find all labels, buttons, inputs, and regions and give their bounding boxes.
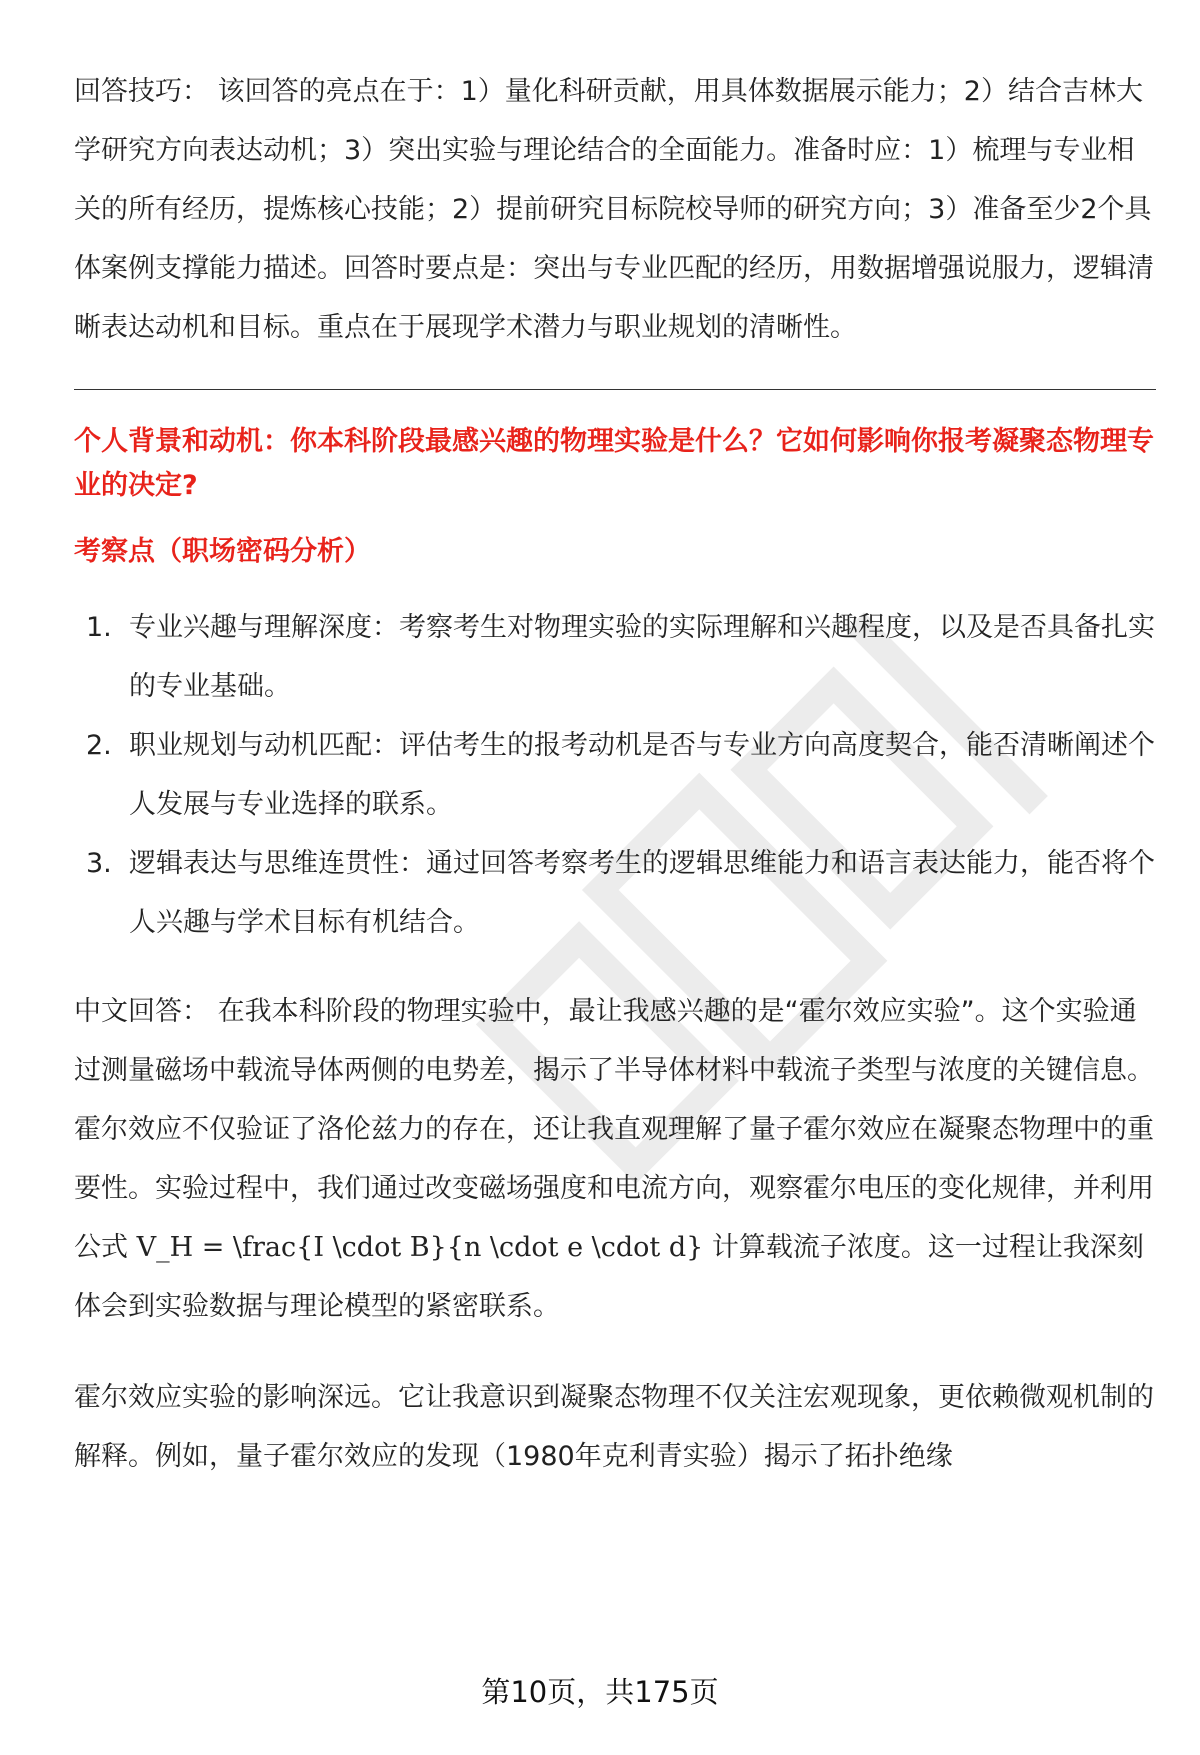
tips-text: 该回答的亮点在于：1）量化科研贡献，用具体数据展示能力；2）结合吉林大学研究方向表达动机；3）突出实验与理论结合的全面能力。准备时应：1）梳理与专业相关的所有经历，提炼核心技能；2）提前研究目标院校导师的研究方向；3）准备至少2个具体案例支撑能力描述。回答时要点是：突出与专业匹配的经历，用数据增强说服力，逻辑清晰表达动机和目标。重点在于展现学术潜力与职业规划的清晰性。 [74, 76, 1154, 343]
document-page [74, 62, 1156, 1486]
list-item [74, 834, 1156, 952]
hall-formula: V_H = \frac{I \cdot B}{n \cdot e \cdot d} [136, 1232, 704, 1263]
answer-paragraph-2: 霍尔效应实验的影响深远。它让我意识到凝聚态物理不仅关注宏观现象，更依赖微观机制的解释。例如，量子霍尔效应的发现（1980年克利青实验）揭示了拓扑绝缘 [74, 1382, 1154, 1472]
answer-text-after: 计算载流子浓度。这一过程让我深刻体会到实验数据与理论模型的紧密联系。 [74, 1232, 1144, 1322]
question-heading: 个人背景和动机：你本科阶段最感兴趣的物理实验是什么？它如何影响你报考凝聚态物理专业的决定? [74, 426, 1154, 501]
list-number: 2. [86, 730, 112, 761]
answer-label: 中文回答： [74, 996, 209, 1027]
tips-label: 回答技巧： [74, 76, 209, 107]
points-list [74, 598, 1156, 952]
list-text: 逻辑表达与思维连贯性：通过回答考察考生的逻辑思维能力和语言表达能力，能否将个人兴趣与学术目标有机结合。 [129, 848, 1155, 938]
list-item [74, 598, 1156, 716]
list-text: 职业规划与动机匹配：评估考生的报考动机是否与专业方向高度契合，能否清晰阐述个人发展与专业选择的联系。 [129, 730, 1155, 820]
list-item [74, 716, 1156, 834]
list-text: 专业兴趣与理解深度：考察考生对物理实验的实际理解和兴趣程度，以及是否具备扎实的专业基础。 [129, 612, 1155, 702]
answer-paragraph [74, 982, 1156, 1336]
section-divider [74, 389, 1156, 390]
answer-text-before: 在我本科阶段的物理实验中，最让我感兴趣的是“霍尔效应实验”。这个实验通过测量磁场中载流导体两侧的电势差，揭示了半导体材料中载流子类型与浓度的关键信息。霍尔效应不仅验证了洛伦兹力的存在，还让我直观理解了量子霍尔效应在凝聚态物理中的重要性。实验过程中，我们通过改变磁场强度和电流方向，观察霍尔电压的变化规律，并利用公式 [74, 996, 1154, 1263]
list-number: 1. [86, 612, 112, 643]
section-title: 考察点（职场密码分析） [74, 536, 371, 567]
page-number: 第10页，共175页 [481, 1675, 719, 1709]
list-number: 3. [86, 848, 112, 879]
tips-paragraph [74, 62, 1156, 357]
